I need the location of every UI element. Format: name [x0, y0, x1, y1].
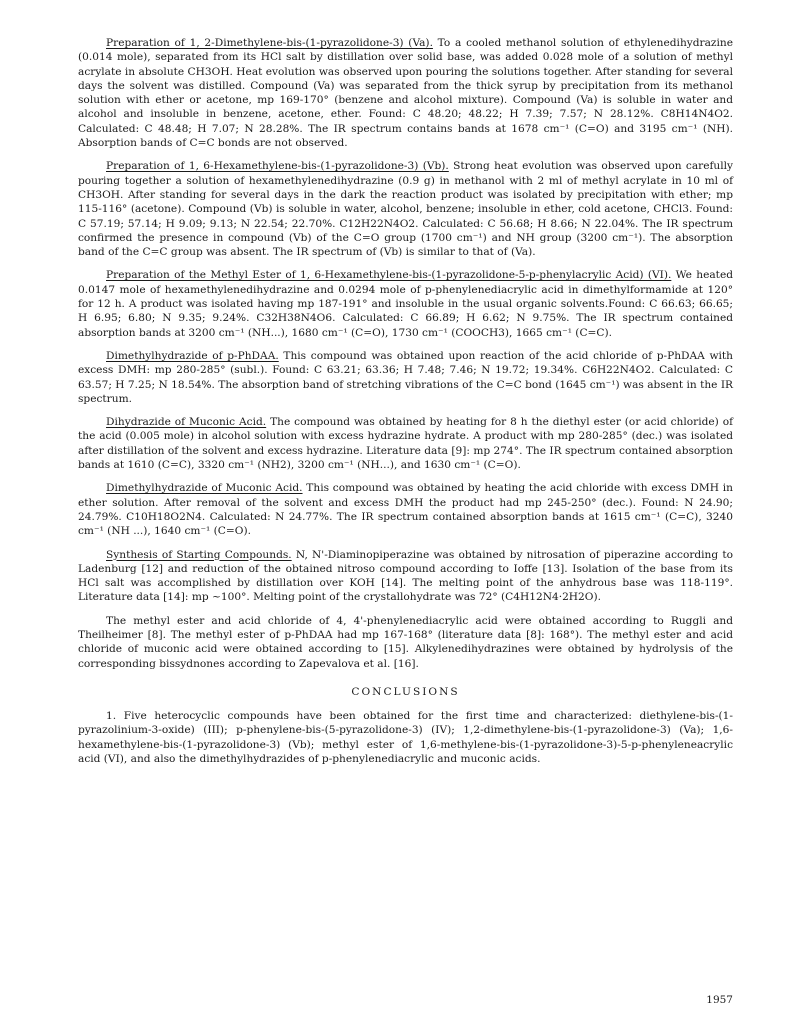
- section-lead: Dihydrazide of Muconic Acid.: [106, 416, 267, 429]
- paragraph-phdaa: [78, 349, 733, 406]
- paragraph-muconic-dimethylhydrazide: [78, 481, 733, 538]
- conclusion-item: [78, 709, 733, 766]
- section-lead: Preparation of 1, 2-Dimethylene-bis-(1-pyrazolidone-3) (Va).: [106, 37, 433, 49]
- paragraph-starting-compounds: [78, 548, 733, 605]
- paragraph-methyl-ester: [78, 614, 733, 671]
- section-lead: Dimethylhydrazide of Muconic Acid.: [106, 482, 303, 495]
- section-lead: Dimethylhydrazide of p-PhDAA.: [106, 349, 279, 362]
- paragraph-text: The methyl ester and acid chloride of 4, 4'-phenylenediacrylic acid were obtained according to Ruggli and Theilheimer [8]. The methyl ester of p-PhDAA had mp 167-168° (literature data [8]: 168°). The methyl ester and acid chloride of muconic acid were obtained according to [15]. Alkylenedihydrazines were obtained by hydrolysis of the corresponding bissydnones according to Zapevalova et al. [16].: [78, 614, 733, 670]
- paragraph-text: This compound was obtained upon reaction of the acid chloride of p-PhDAA with excess DMH: mp 280-285° (subl.). Found: C 63.21; 63.36; H 7.48; 7.46; N 19.72; 19.34%. C6H22N4O2. Calculated: C 63.57; H 7.25; N 18.54%. The absorption band of stretching vibrations of the C=C bond (1645 cm⁻¹) was absent in the IR spectrum.: [78, 349, 734, 405]
- paragraph-vi: [78, 268, 733, 339]
- paragraph-text: Strong heat evolution was observed upon carefully pouring together a solution of hexamethylenedihydrazine (0.9 g) in methanol with 2 ml of methyl acrylate in 10 ml of CH3OH. After standing for several days in the dark the reaction product was isolated by precipitation with ether; mp 115-116° (acetone). Compound (Vb) is soluble in water, alcohol, benzene; insoluble in ether, cold acetone, CHCl3. Found: C 57.19; 57.14; H 9.09; 9.13; N 22.54; 22.70%. C12H22N4O2. Calculated: C 56.68; H 8.66; N 22.04%. The IR spectrum confirmed the presence in compound (Vb) of the C=O group (1700 cm⁻¹) and NH group (3200 cm⁻¹). The absorption band of the C=C group was absent. The IR spectrum of (Vb) is similar to that of (Va).: [78, 160, 733, 259]
- paragraph-text: This compound was obtained by heating the acid chloride with excess DMH in ether solution. After removal of the solvent and excess DMH the product had mp 245-250° (dec.). Found: N 24.90; 24.79%. C10H18O2N4. Calculated: N 24.77%. The IR spectrum contained absorption bands at 1615 cm⁻¹ (C=C), 3240 cm⁻¹ (NH ...), 1640 cm⁻¹ (C=O).: [78, 482, 733, 538]
- page-number: 1957: [706, 994, 733, 1006]
- conclusion-text: 1. Five heterocyclic compounds have been obtained for the first time and characterized: diethylene-bis-(1-pyrazolinium-3-oxide) (III); p-phenylene-bis-(5-pyrazolidone-3) (IV); 1,2-dimethylene-bis-(1-pyrazolidone-3) (Va); 1,6-hexamethylene-bis-(1-pyrazolidone-3) (Vb); methyl ester of 1,6-methylene-bis-(1-pyrazolidone-3)-5-p-phenyleneacrylic acid (VI), and also the dimethylhydrazides of p-phenylenediacrylic and muconic acids.: [78, 710, 733, 766]
- paragraph-text: N, N'-Diaminopiperazine was obtained by nitrosation of piperazine according to Ladenburg [12] and reduction of the obtained nitroso compound according to Ioffe [13]. Isolation of the base from its HCl salt was accomplished by distillation over KOH [14]. The melting point of the anhydrous base was 118-119°. Literature data [14]: mp ~100°. Melting point of the crystallohydrate was 72° (C4H12N4·2H2O).: [78, 548, 733, 604]
- section-lead: Preparation of 1, 6-Hexamethylene-bis-(1-pyrazolidone-3) (Vb).: [106, 160, 449, 173]
- paragraph-text: To a cooled methanol solution of ethylenedihydrazine (0.014 mole), separated from its HCl salt by distillation over solid base, was added 0.028 mole of a solution of methyl acrylate in absolute CH3OH. Heat evolution was observed upon pouring the solutions together. After standing for several days the solvent was distilled. Compound (Va) was separated from the thick syrup by precipitation from its methanol solution with ether or acetone, mp 169-170° (benzene and alcohol mixture). Compound (Va) is soluble in water and alcohol and insoluble in benzene, acetone, ether. Found: C 48.20; 48.22; H 7.39; 7.57; N 28.12%. C8H14N4O2. Calculated: C 48.48; H 7.07; N 28.28%. The IR spectrum contains bands at 1678 cm⁻¹ (C=O) and 3195 cm⁻¹ (NH). Absorption bands of C=C bonds are not observed.: [78, 37, 733, 150]
- article-body: [78, 36, 733, 775]
- paragraph-text: We heated 0.0147 mole of hexamethylenedihydrazine and 0.0294 mole of p-phenylenediacrylic acid in dimethylformamide at 120° for 12 h. A product was isolated having mp 187-191° and insoluble in the usual organic solvents.Found: C 66.63; 66.65; H 6.95; 6.80; N 9.35; 9.24%. C32H38N4O6. Calculated: C 66.89; H 6.62; N 9.75%. The IR spectrum contained absorption bands at 3200 cm⁻¹ (NH...), 1680 cm⁻¹ (C=O), 1730 cm⁻¹ (COOCH3), 1665 cm⁻¹ (C=C).: [78, 269, 733, 339]
- paragraph-vb: [78, 159, 733, 259]
- paragraph-muconic-dihydrazide: [78, 415, 733, 472]
- section-lead: Synthesis of Starting Compounds.: [106, 548, 292, 561]
- paragraph-text: The compound was obtained by heating for 8 h the diethyl ester (or acid chloride) of the acid (0.005 mole) in alcohol solution with excess hydrazine hydrate. A product with mp 280-285° (dec.) was isolated after distillation of the solvent and excess hydrazine. Literature data [9]: mp 274°. The IR spectrum contained absorption bands at 1610 (C=C), 3320 cm⁻¹ (NH2), 3200 cm⁻¹ (NH...), and 1630 cm⁻¹ (C=O).: [78, 416, 733, 472]
- conclusions-heading: CONCLUSIONS: [351, 685, 460, 698]
- section-lead: Preparation of the Methyl Ester of 1, 6-Hexamethylene-bis-(1-pyrazolidone-5-p-phenylacrylic Acid) (VI).: [106, 269, 672, 282]
- paragraph-va: [78, 36, 733, 150]
